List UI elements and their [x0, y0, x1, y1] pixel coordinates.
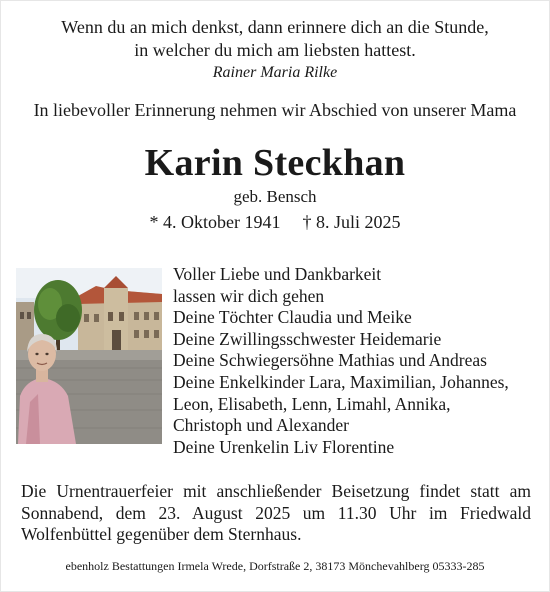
maiden-name: geb. Bensch [233, 187, 317, 206]
intro-text: In liebevoller Erinnerung nehmen wir Abschied von unserer Mama [33, 100, 517, 120]
rilke-quote [0, 16, 550, 84]
family-line: Deine Töchter Claudia und Meike [173, 307, 412, 328]
family-line: Deine Urenkelin Liv Florentine [173, 436, 395, 457]
family-line: Deine Zwillingsschwester Heidemarie [173, 328, 442, 349]
birth-date: * 4. Oktober 1941 [149, 212, 281, 232]
quote-line-1: Wenn du an mich denkst, dann erinnere dich an die Stunde, [61, 17, 489, 37]
deceased-name: Karin Steckhan [144, 142, 406, 184]
family-line: Leon, Elisabeth, Lenn, Limahl, Annika, [173, 393, 451, 414]
quote-author: Rainer Maria Rilke [212, 64, 338, 81]
family-list [173, 264, 543, 458]
family-line: Voller Liebe und Dankbarkeit [173, 264, 382, 284]
ceremony-notice: Die Urnentrauerfeier mit anschließender Beisetzung findet statt am Sonnabend, dem 23. August 2025 um 11.30 Uhr im Friedwald Wolfenbüttel gegenüber dem Sternhaus. [21, 481, 531, 544]
family-line: Christoph und Alexander [173, 415, 349, 436]
portrait-photo [16, 268, 162, 444]
death-date: † 8. Juli 2025 [302, 212, 401, 232]
quote-line-2: in welcher du mich am liebsten hattest. [134, 40, 416, 60]
family-line: Deine Enkelkinder Lara, Maximilian, Johannes, [173, 371, 509, 392]
family-line: Deine Schwiegersöhne Mathias und Andreas [173, 350, 487, 371]
funeral-home-footer: ebenholz Bestattungen Irmela Wrede, Dorfstraße 2, 38173 Mönchevahlberg 05333-285 [65, 559, 485, 573]
life-dates [0, 210, 550, 234]
family-line: lassen wir dich gehen [173, 285, 325, 306]
